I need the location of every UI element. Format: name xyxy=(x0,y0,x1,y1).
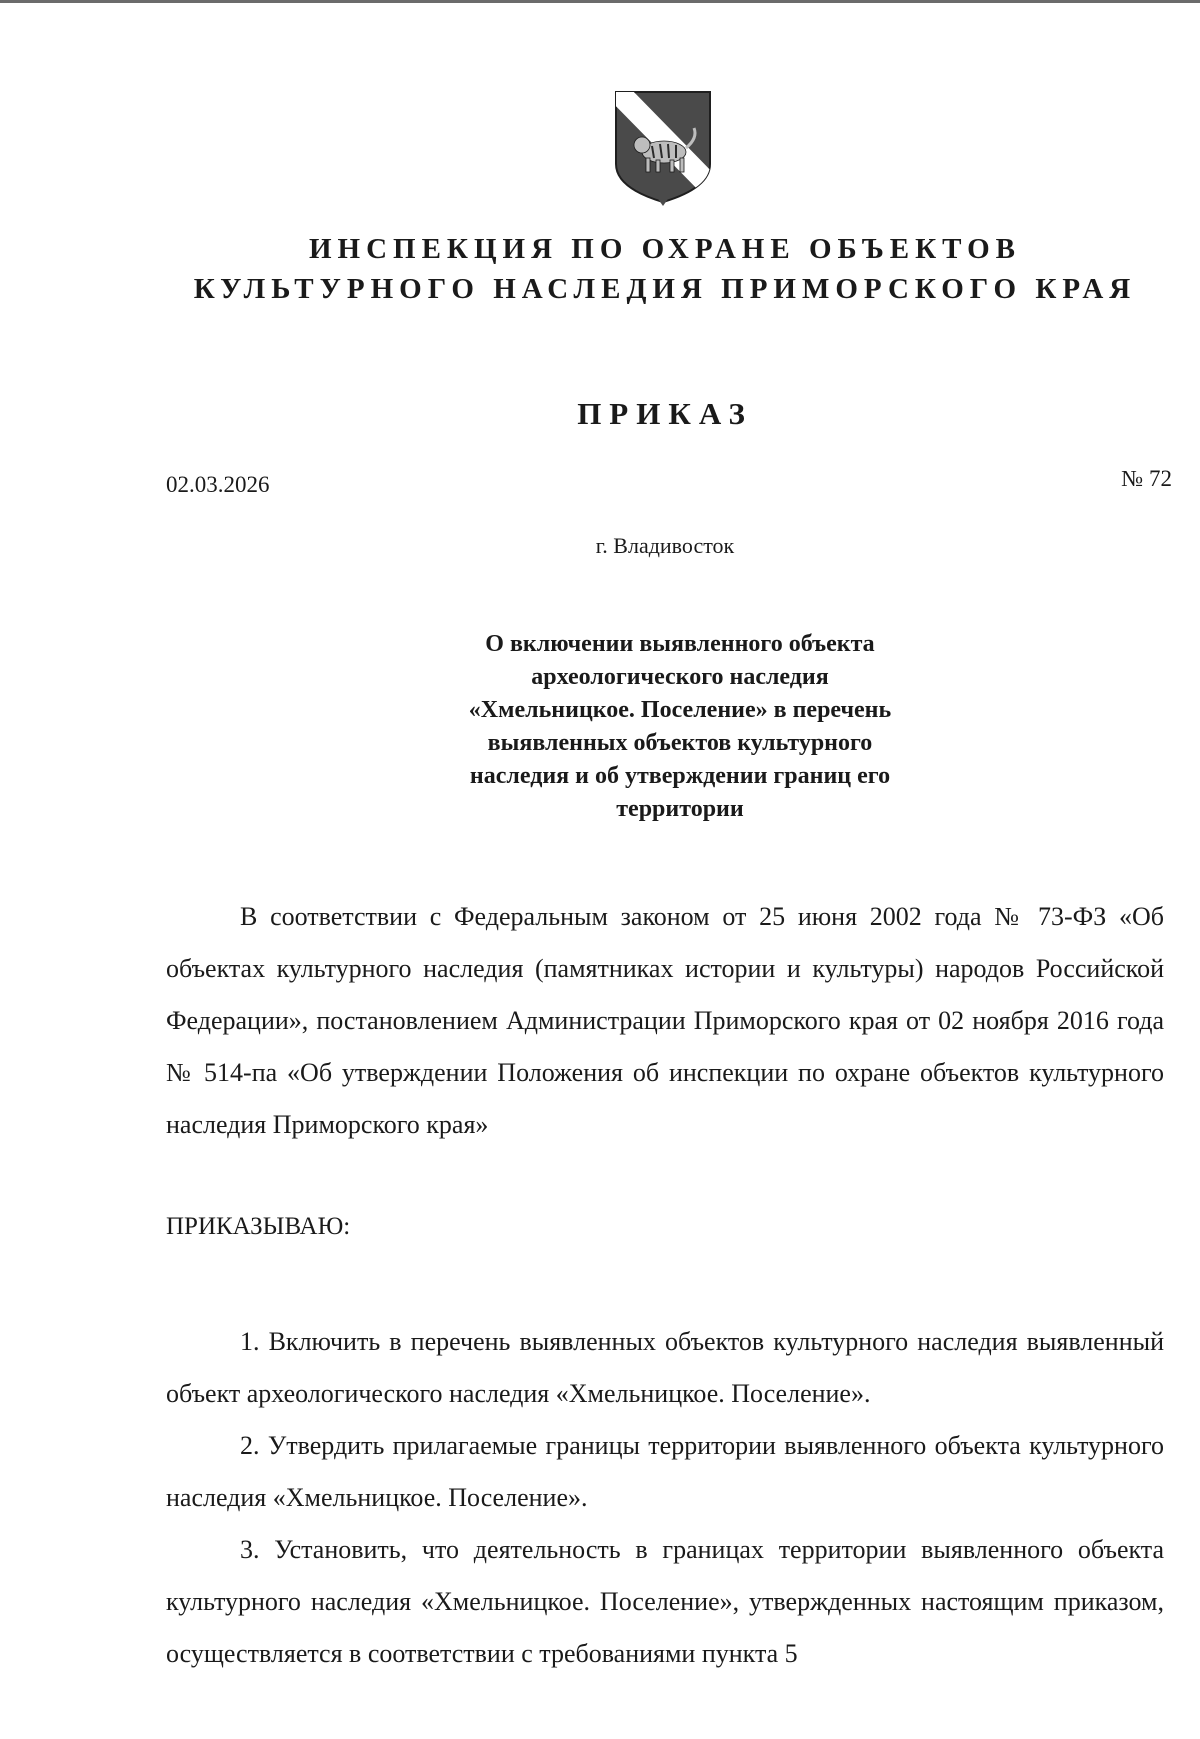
order-item-2: 2. Утвердить прилагаемые границы территории выявленного объекта культурного наследия «Хмельницкое. Поселение». xyxy=(166,1431,1164,1512)
agency-name-line-1: ИНСПЕКЦИЯ ПО ОХРАНЕ ОБЪЕКТОВ xyxy=(308,233,1022,265)
primorsky-krai-coat-of-arms-icon xyxy=(612,88,714,206)
scan-edge xyxy=(0,0,1200,3)
orders-heading: ПРИКАЗЫВАЮ: xyxy=(166,1213,351,1240)
order-item-3: 3. Установить, что деятельность в границах территории выявленного объекта культурного наследия «Хмельницкое. Поселение», утвержденных настоящим приказом, осуществляется в соответствии с требованиями пункта 5 xyxy=(166,1535,1164,1668)
document-city: г. Владивосток xyxy=(595,533,735,558)
preamble-paragraph: В соответствии с Федеральным законом от 25 июня 2002 года № 73-ФЗ «Об объектах культурного наследия (памятниках истории и культуры) народов Российской Федерации», постановлением Администрации Приморского края от 02 ноября 2016 года № 514-па «Об утверждении Положения об инспекции по охране объектов культурного наследия Приморского края» xyxy=(166,902,1164,1139)
document-date: 02.03.2026 xyxy=(166,472,270,497)
document-type-title: ПРИКАЗ xyxy=(577,396,753,431)
document-subject: О включении выявленного объекта археологического наследия «Хмельницкое. Поселение» в перечень выявленных объектов культурного наследия и об утверждении границ его территории xyxy=(468,631,892,822)
agency-name-line-2: КУЛЬТУРНОГО НАСЛЕДИЯ ПРИМОРСКОГО КРАЯ xyxy=(193,273,1137,305)
document-number: № 72 xyxy=(1121,466,1172,491)
order-item-1: 1. Включить в перечень выявленных объектов культурного наследия выявленный объект археологического наследия «Хмельницкое. Поселение». xyxy=(166,1327,1164,1408)
